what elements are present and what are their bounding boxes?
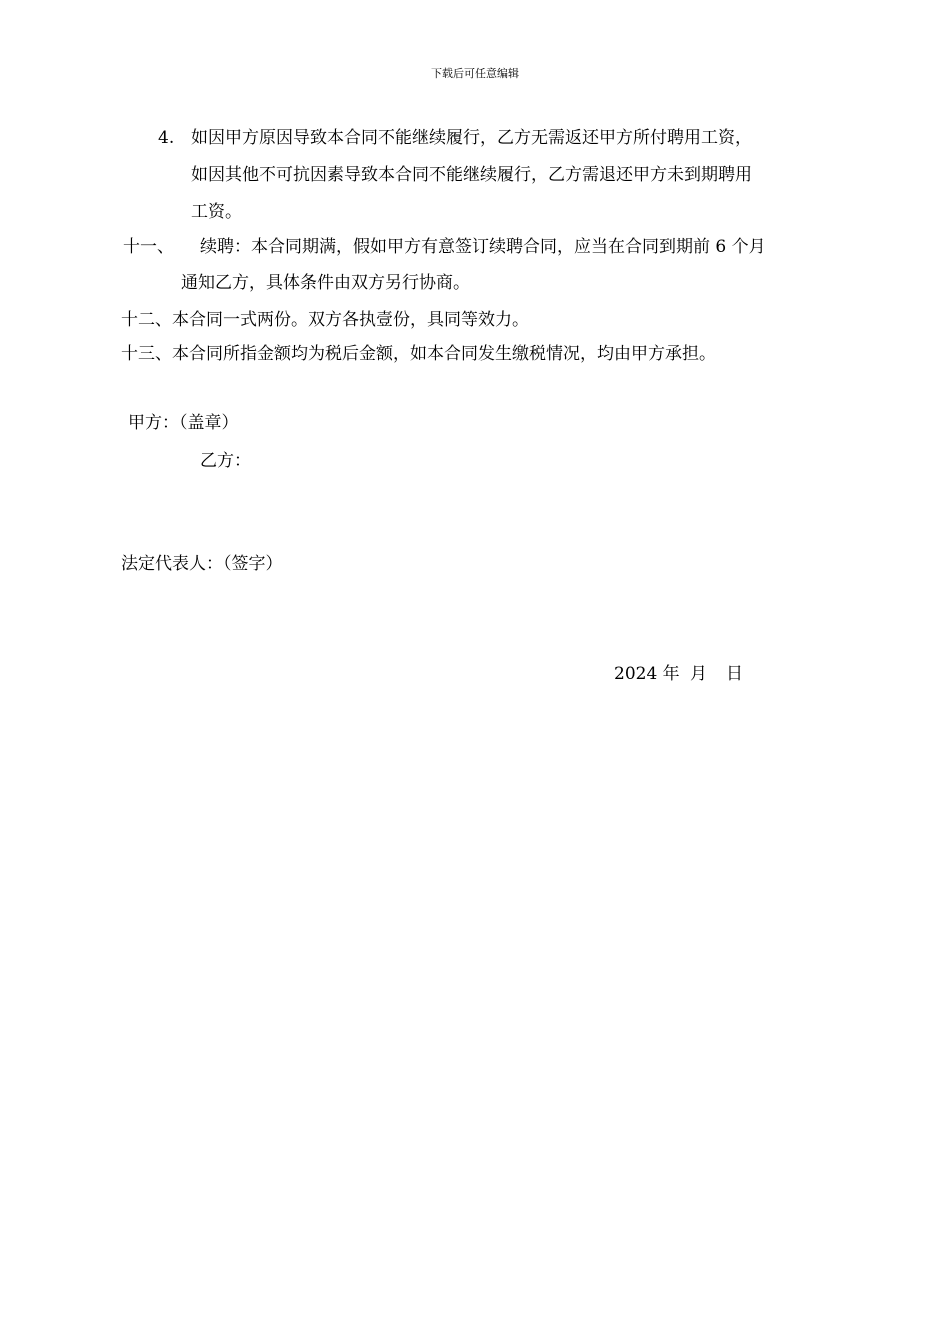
- section-11-line-2: 通知乙方，具体条件由双方另行协商。: [181, 273, 470, 293]
- clause-4-line-2: 如因其他不可抗因素导致本合同不能继续履行，乙方需退还甲方未到期聘用: [191, 165, 752, 185]
- section-13: 十三、本合同所指金额均为税后金额，如本合同发生缴税情况，均由甲方承担。: [121, 344, 716, 364]
- clause-4-number: 4.: [158, 128, 175, 148]
- date-month: 月: [690, 664, 707, 684]
- party-a-signature-line: 甲方：（盖章）: [128, 413, 239, 433]
- party-b-signature-line: 乙方：: [200, 451, 251, 471]
- clause-4-line-1: 如因甲方原因导致本合同不能继续履行，乙方无需返还甲方所付聘用工资，: [191, 128, 752, 148]
- date-year: 2024 年: [614, 664, 680, 684]
- page-header: 下载后可任意编辑: [431, 67, 519, 80]
- section-11-number: 十一、: [123, 237, 174, 257]
- section-11-line-1: 续聘：本合同期满，假如甲方有意签订续聘合同，应当在合同到期前 6 个月: [200, 237, 766, 257]
- clause-4-line-3: 工资。: [191, 202, 242, 222]
- section-12: 十二、本合同一式两份。双方各执壹份，具同等效力。: [121, 310, 529, 330]
- legal-representative-signature-line: 法定代表人：（签字）: [121, 554, 283, 574]
- date-day: 日: [726, 664, 743, 684]
